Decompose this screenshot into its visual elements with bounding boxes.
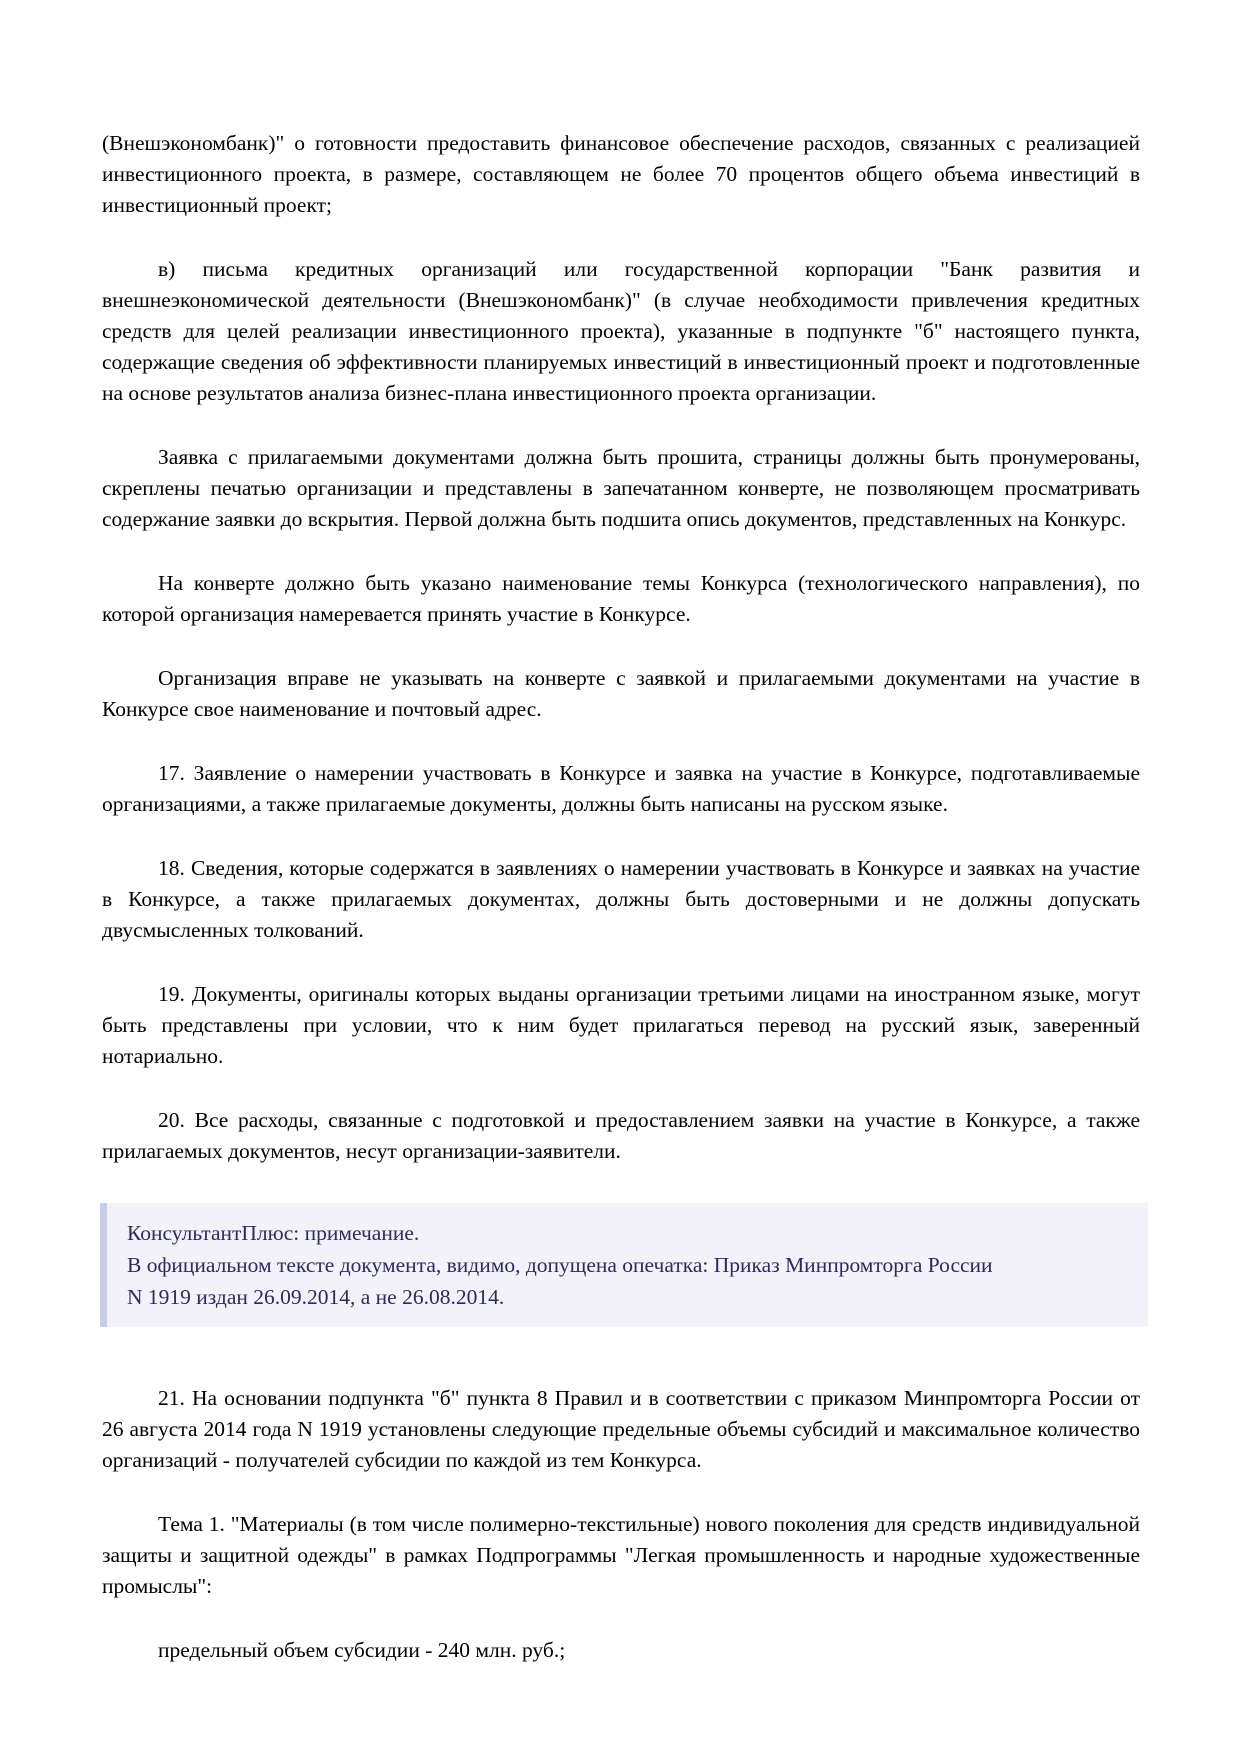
note-spacer-top [102,1167,1140,1203]
paragraph-envelope-topic: На конверте должно быть указано наименование темы Конкурса (технологического направления), по которой организация намеревается принять участие в Конкурсе. [102,571,1140,626]
note-line-body-2: N 1919 издан 26.09.2014, а не 26.08.2014. [127,1285,505,1309]
note-line-title: КонсультантПлюс: примечание. [127,1221,420,1245]
paragraph-19: 19. Документы, оригиналы которых выданы организации третьими лицами на иностранном языке, могут быть представлены при условии, что к ним будет прилагаться перевод на русский язык, заверенный нотариально. [102,982,1140,1068]
note-spacer-bottom [102,1327,1140,1383]
paragraph-spacer [102,221,1140,254]
note-line-body-1: В официальном тексте документа, видимо, допущена опечатка: Приказ Минпромторга России [127,1253,993,1277]
document-content [102,128,1140,1666]
paragraph-spacer [102,630,1140,663]
paragraph-spacer [102,1072,1140,1105]
paragraph-17: 17. Заявление о намерении участвовать в Конкурсе и заявка на участие в Конкурсе, подготавливаемые организациями, а также прилагаемые документы, должны быть написаны на русском языке. [102,761,1140,816]
paragraph-18: 18. Сведения, которые содержатся в заявлениях о намерении участвовать в Конкурсе и заявках на участие в Конкурсе, а также прилагаемых документах, должны быть достоверными и не должны допускать двусмысленных толкований. [102,856,1140,942]
paragraph-subsidy-limit: предельный объем субсидии - 240 млн. руб.; [158,1638,566,1662]
paragraph-tema-1: Тема 1. "Материалы (в том числе полимерно-текстильные) нового поколения для средств индивидуальной защиты и защитной одежды" в рамках Подпрограммы "Легкая промышленность и народные художественные промыслы": [102,1512,1140,1598]
paragraph-spacer [102,1602,1140,1635]
paragraph-21: 21. На основании подпункта "б" пункта 8 Правил и в соответствии с приказом Минпромторга России от 26 августа 2014 года N 1919 установлены следующие предельные объемы субсидий и максимальное количество организаций - получателей субсидии по каждой из тем Конкурса. [102,1386,1140,1472]
paragraph-20: 20. Все расходы, связанные с подготовкой и предоставлением заявки на участие в Конкурсе, а также прилагаемых документов, несут организации-заявители. [102,1108,1140,1163]
paragraph-spacer [102,725,1140,758]
paragraph-spacer [102,535,1140,568]
paragraph-application-binding: Заявка с прилагаемыми документами должна быть прошита, страницы должны быть пронумерованы, скреплены печатью организации и представлены в запечатанном конверте, не позволяющем просматривать содержание заявки до вскрытия. Первой должна быть подшита опись документов, представленных на Конкурс. [102,445,1140,531]
paragraph-spacer [102,1476,1140,1509]
paragraph-spacer [102,946,1140,979]
paragraph-vneshekonombank-continuation: (Внешэкономбанк)" о готовности предоставить финансовое обеспечение расходов, связанных с реализацией инвестиционного проекта, в размере, составляющем не более 70 процентов общего объема инвестиций в инвестиционный проект; [102,131,1140,217]
paragraph-subitem-v: в) письма кредитных организаций или государственной корпорации "Банк развития и внешнеэкономической деятельности (Внешэкономбанк)" (в случае необходимости привлечения кредитных средств для целей реализации инвестиционного проекта), указанные в подпункте "б" настоящего пункта, содержащие сведения об эффективности планируемых инвестиций в инвестиционный проект и подготовленные на основе результатов анализа бизнес-плана инвестиционного проекта организации. [102,257,1140,405]
consultantplus-note [100,1203,1148,1327]
paragraph-envelope-anonymity: Организация вправе не указывать на конверте с заявкой и прилагаемыми документами на участие в Конкурсе свое наименование и почтовый адрес. [102,666,1140,721]
paragraph-spacer [102,820,1140,853]
paragraph-spacer [102,409,1140,442]
